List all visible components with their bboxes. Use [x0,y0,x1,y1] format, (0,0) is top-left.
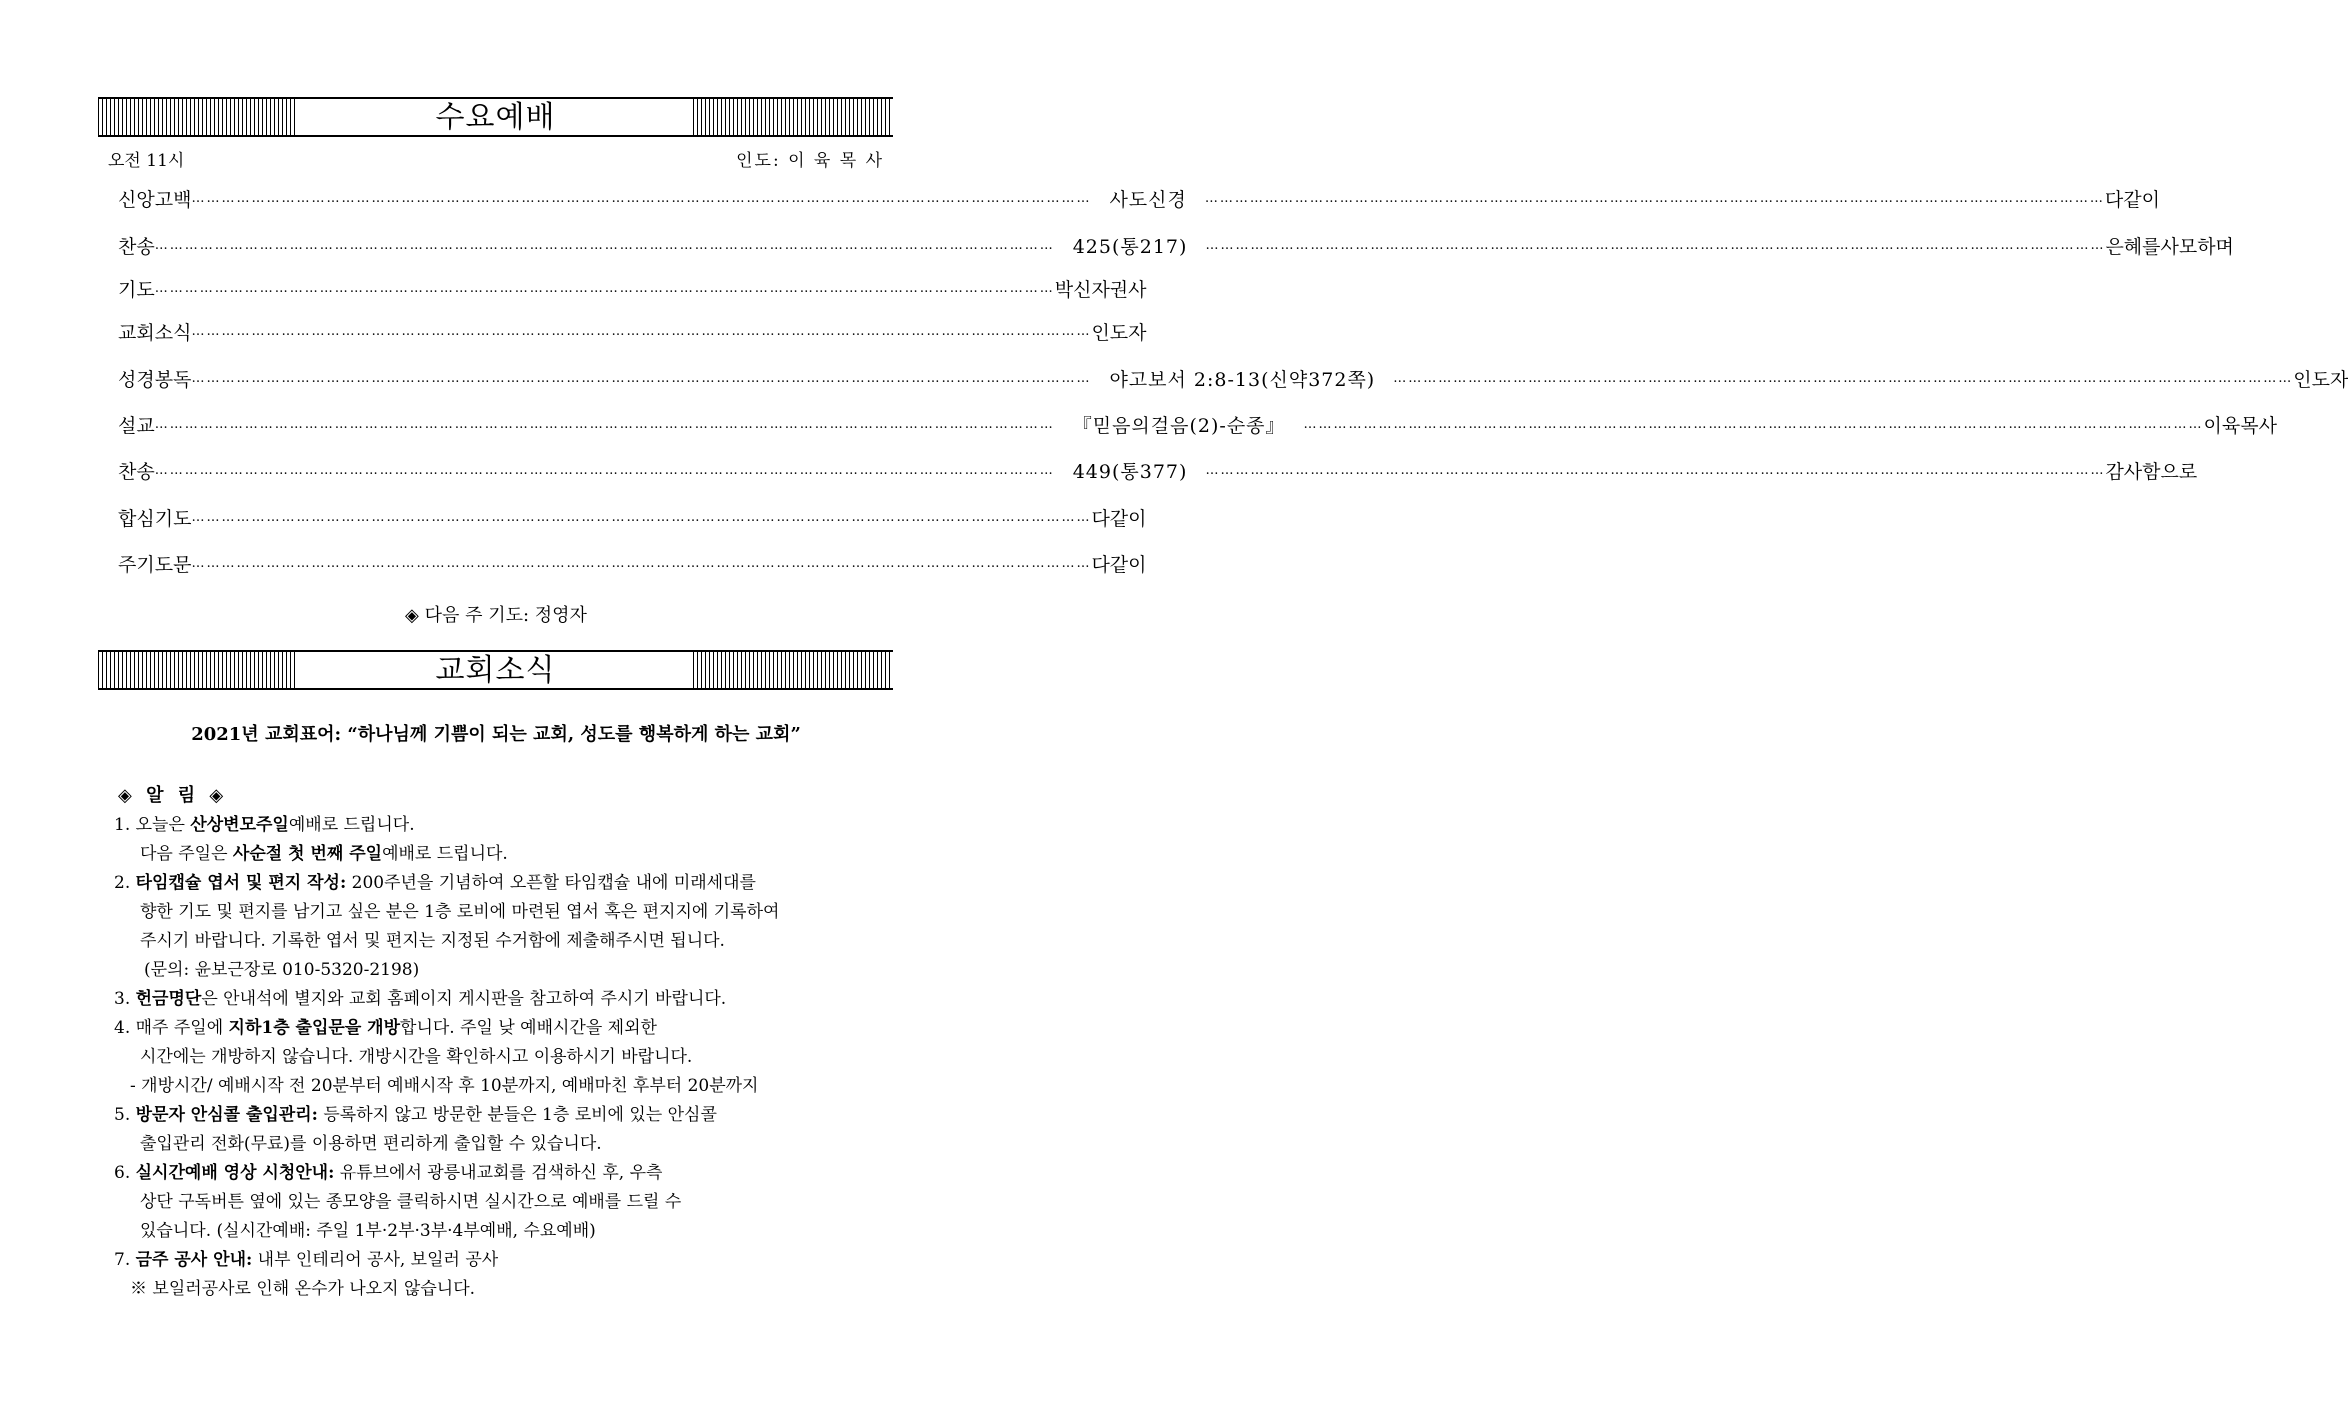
service-item-responsible: 은혜를 사모하며 [2105,235,2234,258]
service-row [118,317,1147,345]
notice-line: 출입관리 전화(무료)를 이용하면 편리하게 출입할 수 있습니다. [140,1134,602,1154]
notice-line: 상단 구독버튼 옆에 있는 종모양을 클릭하시면 실시간으로 예배를 드릴 수 [140,1192,682,1212]
notice-heading: ◈ 알 림 ◈ [118,785,228,806]
notice-line: 시간에는 개방하지 않습니다. 개방시간을 확인하시고 이용하시기 바랍니다. [140,1047,693,1067]
service-row [118,274,1147,302]
notice-emphasis: 방문자 안심콜 출입관리: [135,1105,318,1125]
leader-dots: ……………………………………………………………………………………………………………………………………………………………… [191,555,1092,571]
service-item-responsible: 인 도 자 [1091,321,1147,344]
notice-emphasis: 사순절 첫 번째 주일 [232,844,383,864]
service-item-label: 설 교 [118,414,155,437]
service-row [118,231,2234,259]
service-item-label: 교 회 소 식 [118,321,192,344]
service-item-label: 찬 송 [118,460,155,483]
notice-line: 1. 오늘은 산상변모주일예배로 드립니다. [114,815,415,835]
leader-dots: ……………………………………………………………………………………………………………………………………………………………… [1303,416,2204,432]
service-leader: 인도: 이 육 목 사 [736,151,884,171]
notice-line: 주시기 바랍니다. 기록한 엽서 및 편지는 지정된 수거함에 제출해주시면 됩니다. [140,931,725,951]
service-row [118,410,2277,438]
service-item-responsible: 다 같 이 [1091,507,1147,530]
leader-dots: ……………………………………………………………………………………………………………………………………………………………… [154,416,1055,432]
service-item-content: 사도신경 [1109,188,1187,211]
service-item-content: 425(통217) [1072,235,1188,258]
leader-dots: ……………………………………………………………………………………………………………………………………………………………… [154,280,1055,296]
banner-stripes-left [98,652,298,688]
service-item-responsible: 다 같 이 [1091,553,1147,576]
leader-dots: ……………………………………………………………………………………………………………………………………………………………… [191,370,1092,386]
service-row [118,456,2198,484]
service-row [118,364,2348,392]
notice-line: 3. 헌금명단은 안내석에 별지와 교회 홈페이지 게시판을 참고하여 주시기 바랍니다. [114,989,727,1009]
leader-dots: ……………………………………………………………………………………………………………………………………………………………… [1393,370,2294,386]
notice-line: 향한 기도 및 편지를 남기고 싶은 분은 1층 로비에 마련된 엽서 혹은 편지지에 기록하여 [140,902,780,922]
notice-emphasis: 헌금명단 [135,989,202,1009]
notice-line: 5. 방문자 안심콜 출입관리: 등록하지 않고 방문한 분들은 1층 로비에 있는 안심콜 [114,1105,717,1125]
notice-line: 다음 주일은 사순절 첫 번째 주일예배로 드립니다. [140,844,508,864]
service-item-label: 성 경 봉 독 [118,368,192,391]
service-item-content: 449(통377) [1072,460,1188,483]
leader-dots: ……………………………………………………………………………………………………………………………………………………………… [1204,190,2105,206]
leader-dots: ……………………………………………………………………………………………………………………………………………………………… [191,509,1092,525]
news-title: 교회소식 [435,653,556,688]
banner-stripes-left [98,99,298,135]
service-item-responsible: 감 사 함 으 로 [2105,460,2198,483]
notice-emphasis: 산상변모주일 [190,815,289,835]
notice-emphasis: 실시간예배 영상 시청안내: [135,1163,335,1183]
service-item-label: 합 심 기 도 [118,507,192,530]
notice-line: ※ 보일러공사로 인해 온수가 나오지 않습니다. [130,1279,476,1299]
notice-line: 4. 매주 주일에 지하1층 출입문을 개방합니다. 주일 낮 예배시간을 제외한 [114,1018,657,1038]
news-banner [98,650,893,690]
service-item-label: 찬 송 [118,235,155,258]
notice-line: 7. 금주 공사 안내: 내부 인테리어 공사, 보일러 공사 [114,1250,499,1270]
service-item-responsible: 이 육 목 사 [2203,414,2277,437]
notice-line: 6. 실시간예배 영상 시청안내: 유튜브에서 광릉내교회를 검색하신 후, 우측 [114,1163,663,1183]
service-item-content: 야고보서 2:8-13(신약372쪽) [1109,368,1376,391]
notice-line: 2. 타임캡슐 엽서 및 편지 작성: 200주년을 기념하여 오픈할 타임캡슐 내에 미래세대를 [114,873,756,893]
notice-line: 있습니다. (실시간예배: 주일 1부·2부·3부·4부예배, 수요예배) [140,1221,596,1241]
leader-dots: ……………………………………………………………………………………………………………………………………………………………… [154,237,1055,253]
leader-dots: ……………………………………………………………………………………………………………………………………………………………… [191,323,1092,339]
service-item-label: 신 앙 고 백 [118,188,192,211]
service-row [118,184,2160,212]
service-title: 수요예배 [435,100,556,135]
notice-line: - 개방시간/ 예배시작 전 20분부터 예배시작 후 10분까지, 예배마친 후부터 20분까지 [130,1076,759,1096]
notice-emphasis: 금주 공사 안내: [135,1250,253,1270]
service-item-responsible: 박 신 자 권 사 [1054,278,1147,301]
notice-line: (문의: 윤보근장로 010-5320-2198) [144,960,420,980]
banner-stripes-right [693,99,893,135]
service-banner [98,97,893,137]
next-week-prayer: ◈ 다음 주 기도: 정영자 [405,605,587,626]
service-row [118,549,1147,577]
service-item-responsible: 인 도 자 [2293,368,2348,391]
leader-dots: ……………………………………………………………………………………………………………………………………………………………… [191,190,1092,206]
service-item-responsible: 다 같 이 [2104,188,2160,211]
leader-dots: ……………………………………………………………………………………………………………………………………………………………… [1205,462,2106,478]
notice-emphasis: 지하1층 출입문을 개방 [228,1018,401,1038]
service-row [118,503,1147,531]
leader-dots: ……………………………………………………………………………………………………………………………………………………………… [154,462,1055,478]
service-item-content: 『믿음의걸음(2)-순종』 [1072,414,1286,437]
notice-emphasis: 타임캡슐 엽서 및 편지 작성: [135,873,347,893]
banner-stripes-right [693,652,893,688]
church-motto: 2021년 교회표어: “하나님께 기쁨이 되는 교회, 성도를 행복하게 하는 교회” [191,724,801,745]
service-item-label: 기 도 [118,278,155,301]
service-time: 오전 11시 [108,151,185,171]
leader-dots: ……………………………………………………………………………………………………………………………………………………………… [1205,237,2106,253]
service-item-label: 주 기 도 문 [118,553,192,576]
